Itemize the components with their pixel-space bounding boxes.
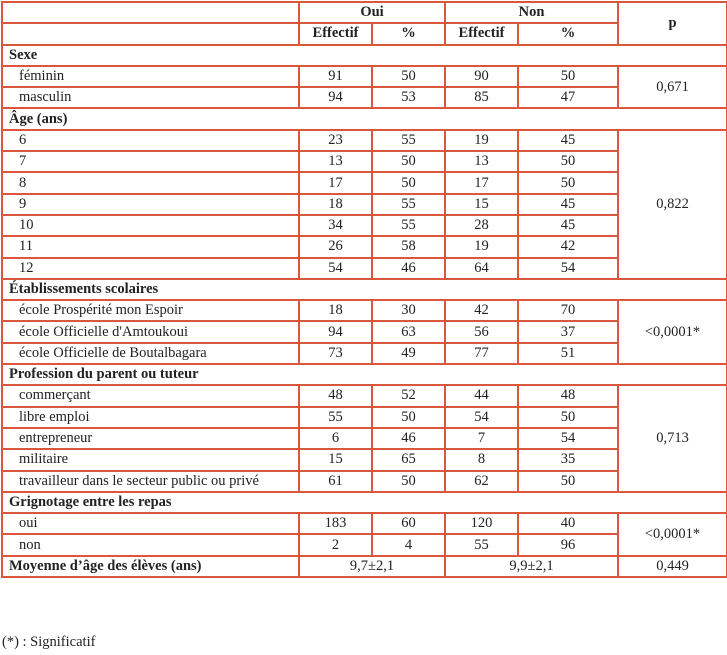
section-title: Établissements scolaires bbox=[2, 279, 727, 300]
oui-effectif: 13 bbox=[299, 151, 372, 172]
non-effectif: 28 bbox=[445, 215, 518, 236]
p-value: <0,0001* bbox=[618, 513, 727, 556]
non-percent: 96 bbox=[518, 534, 618, 555]
header-p: p bbox=[618, 2, 727, 45]
p-value: 0,713 bbox=[618, 385, 727, 491]
row-label: 11 bbox=[2, 236, 299, 257]
oui-percent: 65 bbox=[372, 449, 445, 470]
header-oui-percent: % bbox=[372, 23, 445, 44]
oui-effectif: 2 bbox=[299, 534, 372, 555]
non-percent: 50 bbox=[518, 407, 618, 428]
oui-effectif: 6 bbox=[299, 428, 372, 449]
header-blank bbox=[2, 23, 299, 44]
table-row bbox=[2, 130, 727, 151]
mean-age-row bbox=[2, 556, 727, 577]
oui-effectif: 18 bbox=[299, 300, 372, 321]
footnote: (*) : Significatif bbox=[2, 634, 96, 650]
oui-effectif: 17 bbox=[299, 172, 372, 193]
results-table bbox=[1, 1, 727, 578]
section-title: Profession du parent ou tuteur bbox=[2, 364, 727, 385]
section-title: Grignotage entre les repas bbox=[2, 492, 727, 513]
oui-percent: 30 bbox=[372, 300, 445, 321]
non-effectif: 77 bbox=[445, 343, 518, 364]
row-label: commerçant bbox=[2, 385, 299, 406]
row-label: travailleur dans le secteur public ou privé bbox=[2, 471, 299, 492]
oui-effectif: 94 bbox=[299, 321, 372, 342]
non-percent: 50 bbox=[518, 172, 618, 193]
header-oui: Oui bbox=[299, 2, 445, 23]
row-label: école Prospérité mon Espoir bbox=[2, 300, 299, 321]
row-label: féminin bbox=[2, 66, 299, 87]
oui-percent: 50 bbox=[372, 66, 445, 87]
row-label: entrepreneur bbox=[2, 428, 299, 449]
oui-effectif: 73 bbox=[299, 343, 372, 364]
non-effectif: 7 bbox=[445, 428, 518, 449]
oui-percent: 46 bbox=[372, 258, 445, 279]
oui-percent: 52 bbox=[372, 385, 445, 406]
row-label: masculin bbox=[2, 87, 299, 108]
header-blank bbox=[2, 2, 299, 23]
non-effectif: 44 bbox=[445, 385, 518, 406]
oui-percent: 50 bbox=[372, 407, 445, 428]
p-value: 0,822 bbox=[618, 130, 727, 279]
row-label: 9 bbox=[2, 194, 299, 215]
header-non-percent: % bbox=[518, 23, 618, 44]
non-effectif: 19 bbox=[445, 236, 518, 257]
section-header-row bbox=[2, 108, 727, 129]
oui-percent: 58 bbox=[372, 236, 445, 257]
oui-percent: 49 bbox=[372, 343, 445, 364]
oui-effectif: 34 bbox=[299, 215, 372, 236]
non-percent: 70 bbox=[518, 300, 618, 321]
non-percent: 48 bbox=[518, 385, 618, 406]
p-value: 0,671 bbox=[618, 66, 727, 109]
table-row bbox=[2, 66, 727, 87]
mean-age-oui: 9,7±2,1 bbox=[299, 556, 445, 577]
oui-effectif: 48 bbox=[299, 385, 372, 406]
non-effectif: 15 bbox=[445, 194, 518, 215]
oui-percent: 55 bbox=[372, 194, 445, 215]
row-label: libre emploi bbox=[2, 407, 299, 428]
oui-percent: 50 bbox=[372, 172, 445, 193]
oui-effectif: 94 bbox=[299, 87, 372, 108]
oui-effectif: 26 bbox=[299, 236, 372, 257]
section-header-row bbox=[2, 364, 727, 385]
non-percent: 50 bbox=[518, 66, 618, 87]
non-effectif: 62 bbox=[445, 471, 518, 492]
p-value: <0,0001* bbox=[618, 300, 727, 364]
non-effectif: 90 bbox=[445, 66, 518, 87]
oui-effectif: 23 bbox=[299, 130, 372, 151]
section-title: Sexe bbox=[2, 45, 727, 66]
mean-age-p: 0,449 bbox=[618, 556, 727, 577]
non-percent: 40 bbox=[518, 513, 618, 534]
oui-percent: 60 bbox=[372, 513, 445, 534]
header-row-1 bbox=[2, 2, 727, 23]
oui-effectif: 183 bbox=[299, 513, 372, 534]
non-percent: 50 bbox=[518, 471, 618, 492]
row-label: oui bbox=[2, 513, 299, 534]
oui-effectif: 15 bbox=[299, 449, 372, 470]
row-label: 12 bbox=[2, 258, 299, 279]
non-effectif: 55 bbox=[445, 534, 518, 555]
oui-percent: 46 bbox=[372, 428, 445, 449]
non-effectif: 120 bbox=[445, 513, 518, 534]
oui-percent: 55 bbox=[372, 130, 445, 151]
oui-percent: 50 bbox=[372, 471, 445, 492]
mean-age-label: Moyenne d’âge des élèves (ans) bbox=[2, 556, 299, 577]
oui-effectif: 61 bbox=[299, 471, 372, 492]
non-percent: 54 bbox=[518, 428, 618, 449]
oui-percent: 53 bbox=[372, 87, 445, 108]
non-percent: 51 bbox=[518, 343, 618, 364]
header-non-effectif: Effectif bbox=[445, 23, 518, 44]
non-effectif: 64 bbox=[445, 258, 518, 279]
non-effectif: 42 bbox=[445, 300, 518, 321]
non-effectif: 17 bbox=[445, 172, 518, 193]
row-label: 8 bbox=[2, 172, 299, 193]
table-body bbox=[2, 45, 727, 556]
non-percent: 50 bbox=[518, 151, 618, 172]
oui-effectif: 91 bbox=[299, 66, 372, 87]
section-header-row bbox=[2, 45, 727, 66]
non-effectif: 8 bbox=[445, 449, 518, 470]
oui-effectif: 54 bbox=[299, 258, 372, 279]
section-title: Âge (ans) bbox=[2, 108, 727, 129]
non-percent: 42 bbox=[518, 236, 618, 257]
table-row bbox=[2, 385, 727, 406]
row-label: militaire bbox=[2, 449, 299, 470]
oui-percent: 50 bbox=[372, 151, 445, 172]
table-row bbox=[2, 513, 727, 534]
oui-effectif: 18 bbox=[299, 194, 372, 215]
non-effectif: 13 bbox=[445, 151, 518, 172]
header-non: Non bbox=[445, 2, 618, 23]
non-percent: 37 bbox=[518, 321, 618, 342]
non-percent: 47 bbox=[518, 87, 618, 108]
mean-age-non: 9,9±2,1 bbox=[445, 556, 618, 577]
non-percent: 54 bbox=[518, 258, 618, 279]
oui-effectif: 55 bbox=[299, 407, 372, 428]
section-header-row bbox=[2, 279, 727, 300]
row-label: 10 bbox=[2, 215, 299, 236]
oui-percent: 4 bbox=[372, 534, 445, 555]
row-label: non bbox=[2, 534, 299, 555]
row-label: 6 bbox=[2, 130, 299, 151]
non-effectif: 54 bbox=[445, 407, 518, 428]
non-percent: 45 bbox=[518, 130, 618, 151]
non-effectif: 56 bbox=[445, 321, 518, 342]
section-header-row bbox=[2, 492, 727, 513]
row-label: 7 bbox=[2, 151, 299, 172]
row-label: école Officielle de Boutalbagara bbox=[2, 343, 299, 364]
oui-percent: 63 bbox=[372, 321, 445, 342]
non-percent: 45 bbox=[518, 194, 618, 215]
non-percent: 35 bbox=[518, 449, 618, 470]
row-label: école Officielle d'Amtoukoui bbox=[2, 321, 299, 342]
table-row bbox=[2, 300, 727, 321]
header-oui-effectif: Effectif bbox=[299, 23, 372, 44]
oui-percent: 55 bbox=[372, 215, 445, 236]
non-effectif: 85 bbox=[445, 87, 518, 108]
non-percent: 45 bbox=[518, 215, 618, 236]
non-effectif: 19 bbox=[445, 130, 518, 151]
